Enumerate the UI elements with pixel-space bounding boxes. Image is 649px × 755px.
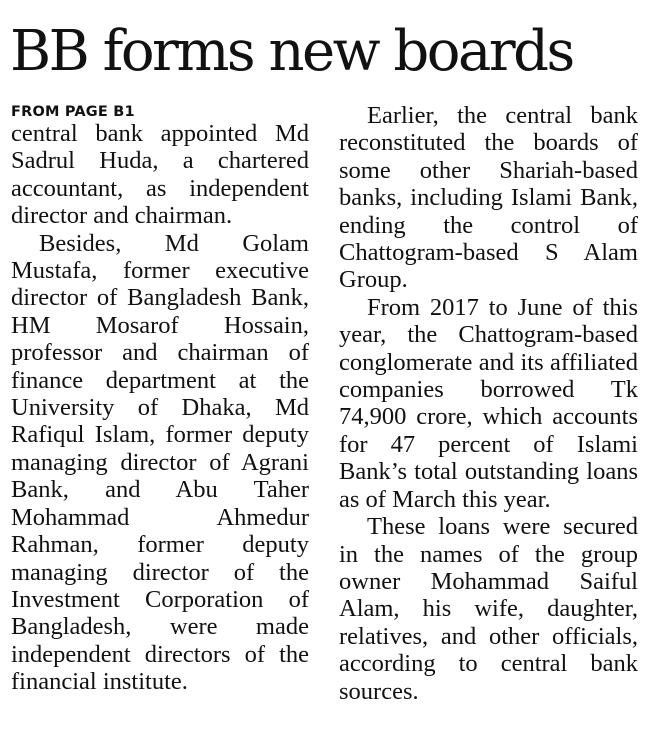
left-column <box>11 103 309 696</box>
paragraph-independent-directors: Besides, Md Golam Mustafa, former executive director of Bangladesh Bank, HM Mosarof Hossain, professor and chairman of finance department at the University of Dhaka, Md Rafiqul Islam, former deputy managing director of Agrani Bank, and Abu Taher Mohammad Ahmedur Rahman, former deputy managing director of the Investment Corporation of Bangladesh, were made independent directors of the financial institute. <box>11 229 309 696</box>
paragraph-earlier-reconstitution: Earlier, the central bank reconstituted the boards of some other Shariah-based banks, including Islami Bank, ending the control of Chattogram-based S Alam Group. <box>339 102 638 294</box>
paragraph-borrowing: From 2017 to June of this year, the Chattogram-based conglomerate and its affiliated companies borrowed Tk 74,900 crore, which accounts for 47 percent of Islami Bank’s total outstanding loans as of March this year. <box>339 293 638 513</box>
paragraph-loans-secured: These loans were secured in the names of the group owner Mohammad Saiful Alam, his wife, daughter, relatives, and other officials, according to central bank sources. <box>339 513 638 705</box>
headline: BB forms new boards <box>10 19 573 84</box>
right-column <box>339 102 638 705</box>
jump-label: FROM PAGE B1 <box>11 104 135 120</box>
paragraph-continued: central bank appointed Md Sadrul Huda, a chartered accountant, as independent director and chairman. <box>11 120 309 230</box>
